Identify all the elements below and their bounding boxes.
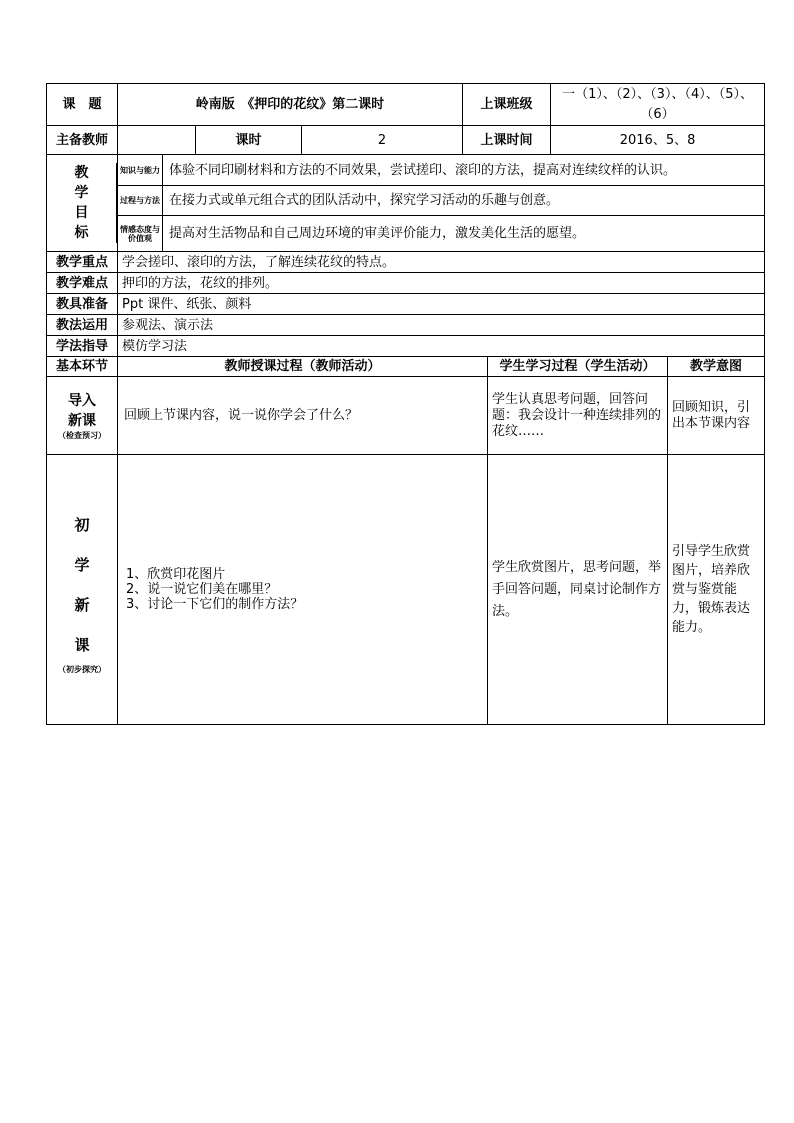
section-intro-title-2: 新课 bbox=[68, 412, 96, 429]
goals-label-text: 教学目标 bbox=[74, 165, 89, 241]
section-intro-subtitle: （检查预习） bbox=[58, 430, 106, 440]
teacher-value bbox=[118, 126, 196, 155]
section-intro-intent: 回顾知识，引出本节课内容 bbox=[668, 377, 765, 455]
info-text-methods: 参观法、演示法 bbox=[118, 315, 765, 336]
info-label-materials: 教具准备 bbox=[47, 294, 118, 315]
section-new-teacher-line-3: 3、讨论一下它们的制作方法？ bbox=[126, 597, 304, 612]
section-intro-title-1: 导入 bbox=[68, 392, 96, 409]
section-intro-stage bbox=[47, 377, 118, 455]
goals-label-cell bbox=[47, 155, 118, 252]
section-new-teacher-line-2: 2、说一说它们美在哪里？ bbox=[126, 582, 278, 597]
time-value: 2016、5、8 bbox=[551, 126, 765, 155]
info-label-methods: 教法运用 bbox=[47, 315, 118, 336]
goal-row-2 bbox=[118, 186, 765, 216]
section-intro-student: 学生认真思考问题，回答问题：我会设计一种连续排列的花纹…… bbox=[488, 377, 668, 455]
section-new-subtitle: （初步探究） bbox=[58, 664, 106, 674]
time-label: 上课时间 bbox=[463, 126, 551, 155]
section-new-stage bbox=[47, 455, 118, 725]
goal-text-2: 在接力式或单元组合式的团队活动中，探究学习活动的乐趣与创意。 bbox=[169, 193, 560, 208]
info-text-difficulty: 押印的方法，花纹的排列。 bbox=[118, 273, 765, 294]
info-text-materials: Ppt 课件、纸张、颜料 bbox=[118, 294, 765, 315]
class-value: 一（1）、（2）、（3）、（4）、（5）、（6） bbox=[551, 84, 765, 126]
goal-text-1: 体验不同印刷材料和方法的不同效果，尝试搓印、滚印的方法，提高对连续纹样的认识。 bbox=[169, 162, 677, 178]
course-title: 岭南版 《押印的花纹》第二课时 bbox=[118, 84, 463, 126]
info-label-difficulty: 教学难点 bbox=[47, 273, 118, 294]
section-new-student: 学生欣赏图片，思考问题，举手回答问题，同桌讨论制作方法。 bbox=[488, 455, 668, 725]
section-new-title-2: 学 bbox=[74, 555, 90, 574]
goal-sub-2: 过程与方法 bbox=[118, 186, 163, 215]
info-text-study: 模仿学习法 bbox=[118, 336, 765, 357]
col-header-student: 学生学习过程（学生活动） bbox=[488, 357, 668, 377]
col-header-intent: 教学意图 bbox=[668, 357, 765, 377]
col-header-stage: 基本环节 bbox=[47, 357, 118, 377]
class-label: 上课班级 bbox=[463, 84, 551, 126]
col-header-teacher: 教师授课过程（教师活动） bbox=[118, 357, 488, 377]
period-value: 2 bbox=[302, 126, 463, 155]
lesson-plan-table bbox=[46, 83, 765, 725]
goal-text-3: 提高对生活物品和自己周边环境的审美评价能力，激发美化生活的愿望。 bbox=[169, 226, 586, 241]
section-intro-teacher: 回顾上节课内容，说一说你学会了什么？ bbox=[118, 377, 488, 455]
section-new-title-1: 初 bbox=[74, 515, 90, 534]
info-text-focus: 学会搓印、滚印的方法，了解连续花纹的特点。 bbox=[118, 252, 765, 273]
goal-sub-3: 情感态度与价值观 bbox=[118, 216, 163, 251]
goal-row-3 bbox=[118, 216, 765, 252]
goals-label bbox=[47, 163, 117, 243]
goal-row-1 bbox=[118, 155, 765, 186]
section-new-teacher bbox=[118, 455, 488, 725]
teacher-label: 主备教师 bbox=[47, 126, 118, 155]
info-label-focus: 教学重点 bbox=[47, 252, 118, 273]
period-label: 课时 bbox=[196, 126, 302, 155]
course-label: 课 题 bbox=[47, 84, 118, 126]
goal-sub-1: 知识与能力 bbox=[118, 155, 163, 185]
section-new-title-4: 课 bbox=[74, 635, 90, 654]
section-new-intent: 引导学生欣赏图片，培养欣赏与鉴赏能力，锻炼表达能力。 bbox=[668, 455, 765, 725]
section-new-teacher-line-1: 1、欣赏印花图片 bbox=[126, 567, 226, 582]
info-label-study: 学法指导 bbox=[47, 336, 118, 357]
section-new-title-3: 新 bbox=[74, 595, 90, 614]
